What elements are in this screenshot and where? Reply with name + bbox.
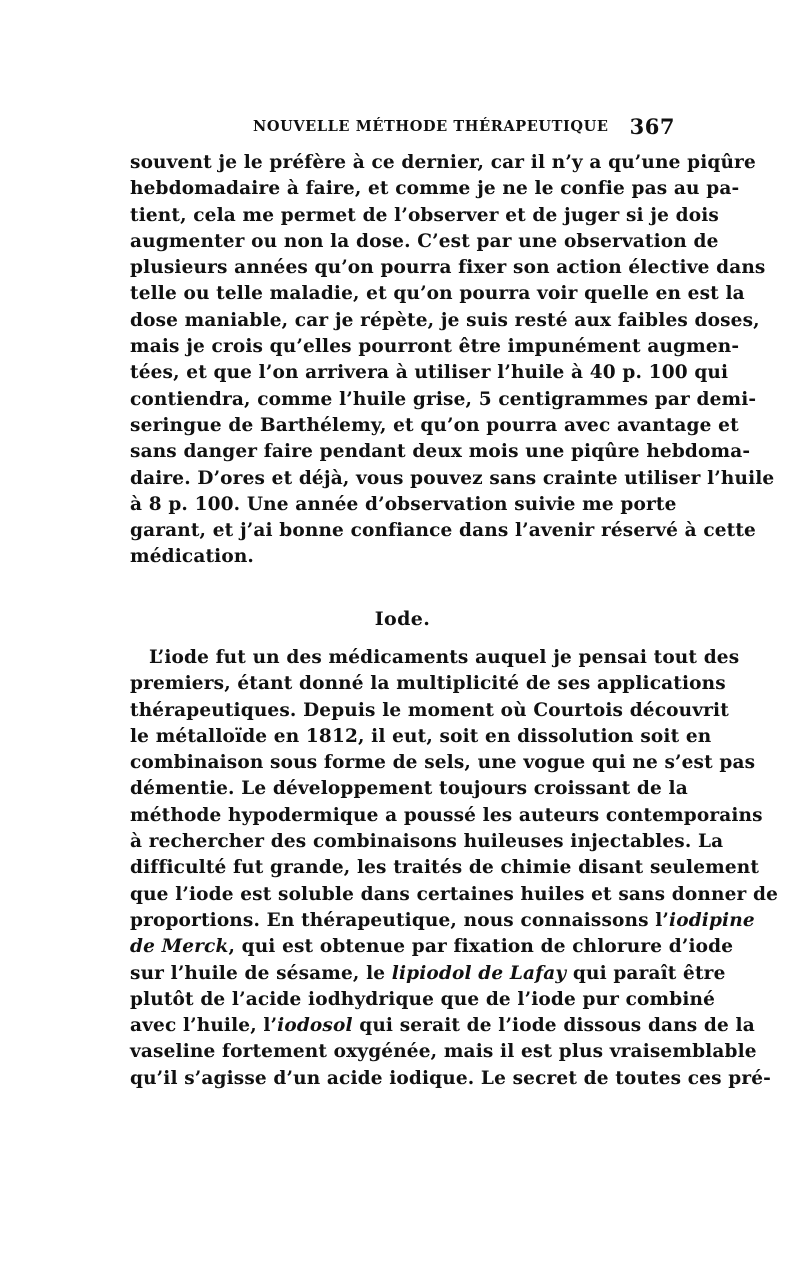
paragraph-line: hebdomadaire à faire, et comme je ne le confie pas au pa-: [130, 178, 740, 200]
italic-term: de Merck: [130, 936, 229, 958]
page-number: 367: [629, 114, 675, 139]
paragraph-line: à rechercher des combinaisons huileuses injectables. La: [130, 831, 724, 853]
paragraph-line: contiendra, comme l’huile grise, 5 centigrammes par demi-: [130, 388, 757, 410]
paragraph-line: L’iode fut un des médicaments auquel je pensai tout des: [149, 647, 740, 668]
paragraph-line: le métalloïde en 1812, il eut, soit en dissolution soit en: [130, 725, 712, 747]
page-header: [130, 116, 675, 142]
paragraph-line: à 8 p. 100. Une année d’observation suivie me porte: [130, 493, 677, 515]
italic-term: lipiodol de Lafay: [391, 962, 567, 984]
paragraph-line: médication.: [130, 546, 255, 568]
paragraph-line: sans danger faire pendant deux mois une piqûre hebdoma-: [130, 441, 751, 463]
running-title: NOUVELLE MÉTHODE THÉRAPEUTIQUE: [253, 118, 609, 135]
paragraph-line: que l’iode est soluble dans certaines huiles et sans donner de: [130, 883, 778, 905]
paragraph-line: vaseline fortement oxygénée, mais il est plus vraisemblable: [130, 1041, 757, 1063]
paragraph-line: telle ou telle maladie, et qu’on pourra voir quelle en est la: [130, 283, 745, 305]
paragraph-line: [130, 908, 755, 934]
paragraph-line: qu’il s’agisse d’un acide iodique. Le secret de toutes ces pré-: [130, 1067, 771, 1089]
paragraph-line: thérapeutiques. Depuis le moment où Courtois découvrit: [130, 699, 729, 721]
paragraph-line: premiers, étant donné la multiplicité de ses applications: [130, 673, 726, 695]
paragraph-line: difficulté fut grande, les traités de chimie disant seulement: [130, 857, 760, 879]
paragraph-line: souvent je le préfère à ce dernier, car il n’y a qu’une piqûre: [130, 152, 756, 173]
section-heading: Iode.: [374, 608, 431, 630]
paragraph-1: [130, 150, 775, 571]
paragraph-line: mais je crois qu’elles pourront être impunément augmen-: [130, 336, 740, 358]
text-run: proportions. En thérapeutique, nous connaissons l’: [130, 909, 670, 931]
text-run: sur l’huile de sésame, le: [130, 962, 392, 984]
text-run: , qui est obtenue par fixation de chlorure d’iode: [228, 936, 734, 958]
paragraph-line: garant, et j’ai bonne confiance dans l’avenir réservé à cette: [130, 520, 756, 542]
paragraph-line: combinaison sous forme de sels, une vogue qui ne s’est pas: [130, 752, 756, 774]
paragraph-line: dose maniable, car je répète, je suis resté aux faibles doses,: [130, 309, 760, 331]
text-run: qui paraît être: [566, 962, 726, 984]
paragraph-line: [130, 1013, 755, 1039]
paragraph-line: démentie. Le développement toujours croissant de la: [130, 778, 688, 800]
italic-term: iodosol: [277, 1015, 353, 1037]
paragraph-line: seringue de Barthélemy, et qu’on pourra avec avantage et: [130, 414, 739, 436]
paragraph-line: tient, cela me permet de l’observer et de juger si je dois: [130, 204, 719, 226]
paragraph-line: [130, 961, 726, 987]
paragraph-line: augmenter ou non la dose. C’est par une observation de: [130, 230, 719, 252]
text-run: avec l’huile, l’: [130, 1015, 278, 1037]
paragraph-line: tées, et que l’on arrivera à utiliser l’huile à 40 p. 100 qui: [130, 362, 729, 384]
italic-term: iodipine: [669, 909, 755, 931]
paragraph-2: [130, 645, 778, 1092]
paragraph-line: [130, 934, 734, 960]
paragraph-line: plutôt de l’acide iodhydrique que de l’iode pur combiné: [130, 988, 716, 1010]
paragraph-line: plusieurs années qu’on pourra fixer son action élective dans: [130, 257, 766, 279]
text-run: qui serait de l’iode dissous dans de la: [352, 1015, 755, 1037]
paragraph-line: daire. D’ores et déjà, vous pouvez sans crainte utiliser l’huile: [130, 467, 775, 489]
paragraph-line: méthode hypodermique a poussé les auteurs contemporains: [130, 804, 763, 826]
